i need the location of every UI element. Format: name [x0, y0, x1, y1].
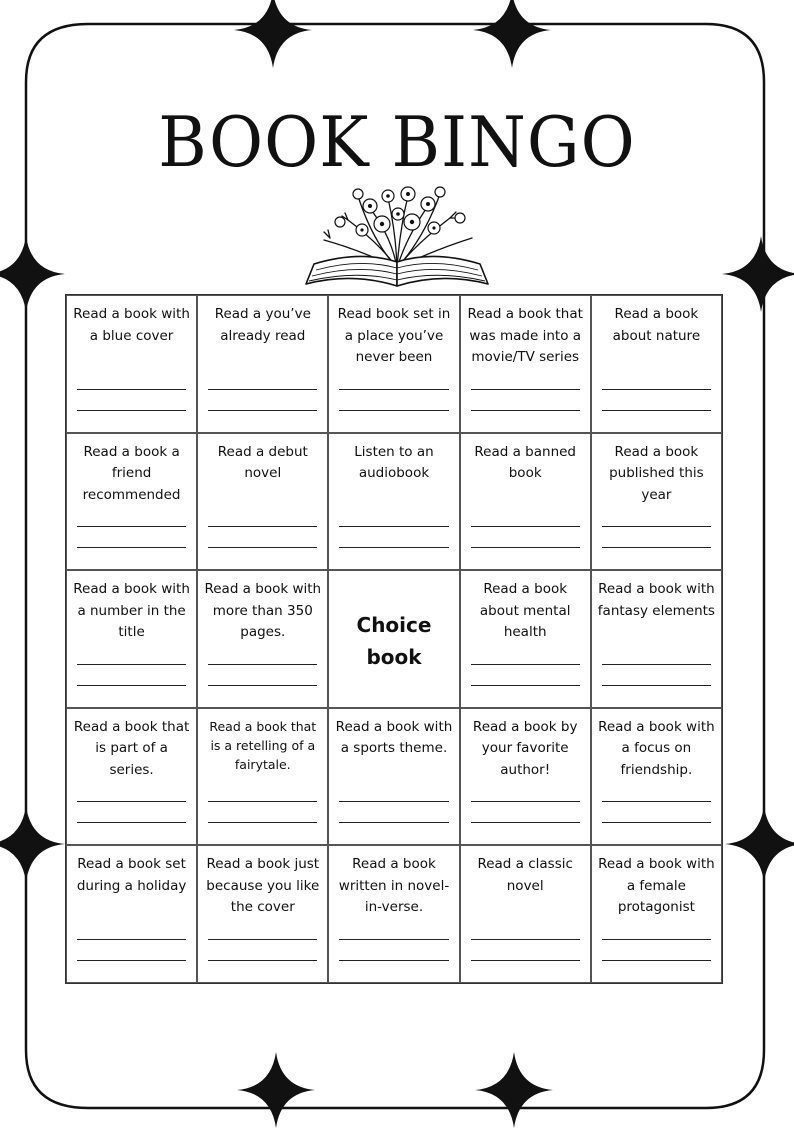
write-line[interactable]	[77, 939, 186, 940]
write-line[interactable]	[602, 410, 711, 411]
cell-prompt: Read a book with fantasy elements	[597, 581, 715, 619]
cell-prompt: Read a book that is a retelling of a fairytale.	[209, 718, 317, 772]
write-line[interactable]	[602, 547, 711, 548]
write-line[interactable]	[208, 664, 317, 665]
write-line[interactable]	[471, 526, 580, 527]
write-line[interactable]	[208, 801, 317, 802]
cell-prompt: Read a book that is part of a series.	[73, 718, 190, 778]
write-line[interactable]	[77, 664, 186, 665]
cell-prompt: Read a book by your favorite author!	[472, 718, 578, 778]
write-line[interactable]	[339, 547, 448, 548]
bingo-cell[interactable]	[328, 433, 459, 571]
write-line[interactable]	[602, 939, 711, 940]
write-line[interactable]	[471, 389, 580, 390]
write-line[interactable]	[602, 685, 711, 686]
write-line[interactable]	[602, 526, 711, 527]
write-line[interactable]	[471, 547, 580, 548]
write-line[interactable]	[471, 801, 580, 802]
write-line[interactable]	[208, 410, 317, 411]
bingo-cell[interactable]	[591, 433, 722, 571]
write-line[interactable]	[208, 822, 317, 823]
write-line[interactable]	[77, 526, 186, 527]
write-line[interactable]	[339, 410, 448, 411]
bingo-cell[interactable]	[591, 295, 722, 433]
cell-prompt: Read a book with a focus on friendship.	[598, 718, 715, 778]
write-line[interactable]	[602, 664, 711, 665]
bingo-cell[interactable]	[197, 433, 328, 571]
bingo-cell[interactable]	[591, 570, 722, 708]
bingo-cell[interactable]	[66, 433, 197, 571]
cell-prompt: Read a book a friend recommended	[82, 443, 181, 503]
bingo-cell[interactable]	[197, 295, 328, 433]
cell-prompt: Read book set in a place you’ve never been	[337, 306, 451, 365]
bingo-cell[interactable]	[460, 295, 591, 433]
bingo-cell[interactable]	[591, 708, 722, 846]
write-line[interactable]	[77, 389, 186, 390]
write-line[interactable]	[339, 822, 448, 823]
open-book-with-flowers-icon	[300, 178, 494, 292]
write-line[interactable]	[208, 526, 317, 527]
bingo-cell[interactable]	[66, 295, 197, 433]
write-line[interactable]	[339, 801, 448, 802]
cell-prompt: Read a banned book	[474, 443, 576, 482]
write-line[interactable]	[208, 685, 317, 686]
star-icon	[473, 0, 551, 68]
write-line[interactable]	[339, 526, 448, 527]
star-icon	[475, 1052, 553, 1128]
cell-prompt: Read a book about nature	[612, 306, 701, 344]
cell-prompt: Read a book with more than 350 pages.	[204, 581, 322, 641]
write-line[interactable]	[77, 801, 186, 802]
bingo-grid	[65, 294, 723, 984]
write-line[interactable]	[208, 960, 317, 961]
bingo-cell[interactable]	[328, 708, 459, 846]
bingo-cell[interactable]	[460, 708, 591, 846]
bingo-cell[interactable]	[66, 570, 197, 708]
write-line[interactable]	[208, 389, 317, 390]
bingo-cell[interactable]	[197, 570, 328, 708]
free-space-label: Choice book	[356, 613, 432, 670]
write-line[interactable]	[208, 939, 317, 940]
bingo-cell[interactable]	[197, 845, 328, 983]
write-line[interactable]	[471, 960, 580, 961]
star-icon	[234, 0, 312, 68]
write-line[interactable]	[602, 801, 711, 802]
write-line[interactable]	[339, 960, 448, 961]
bingo-cell[interactable]	[66, 708, 197, 846]
star-icon	[722, 236, 794, 312]
write-line[interactable]	[471, 664, 580, 665]
cell-prompt: Read a book set during a holiday	[76, 856, 187, 894]
bingo-cell[interactable]	[328, 845, 459, 983]
write-line[interactable]	[602, 960, 711, 961]
write-line[interactable]	[77, 960, 186, 961]
write-line[interactable]	[602, 822, 711, 823]
write-line[interactable]	[77, 547, 186, 548]
write-line[interactable]	[339, 939, 448, 940]
cell-prompt: Read a book with a sports theme.	[335, 718, 453, 757]
bingo-cell[interactable]	[460, 845, 591, 983]
write-line[interactable]	[471, 410, 580, 411]
star-icon	[237, 1052, 315, 1128]
cell-prompt: Read a book published this year	[609, 443, 704, 503]
bingo-cell[interactable]	[460, 570, 591, 708]
cell-prompt: Read a book about mental health	[479, 581, 571, 641]
write-line[interactable]	[602, 389, 711, 390]
cell-prompt: Read a book written in novel-in-verse.	[338, 856, 450, 916]
write-line[interactable]	[208, 547, 317, 548]
write-line[interactable]	[339, 389, 448, 390]
bingo-cell[interactable]	[591, 845, 722, 983]
cell-prompt: Read a book with a number in the title	[73, 581, 190, 641]
star-icon	[0, 806, 65, 882]
write-line[interactable]	[77, 685, 186, 686]
cell-prompt: Read a debut novel	[217, 443, 308, 482]
bingo-cell[interactable]	[66, 845, 197, 983]
write-line[interactable]	[77, 822, 186, 823]
write-line[interactable]	[471, 822, 580, 823]
cell-prompt: Read a you’ve already read	[214, 306, 311, 344]
bingo-cell[interactable]	[328, 295, 459, 433]
cell-prompt: Read a book that was made into a movie/TV series	[467, 306, 583, 365]
write-line[interactable]	[77, 410, 186, 411]
page-title: BOOK BINGO	[158, 102, 636, 183]
cell-prompt: Read a classic novel	[477, 856, 573, 894]
cell-prompt: Read a book with a female protagonist	[598, 856, 715, 916]
cell-prompt: Read a book just because you like the cover	[206, 856, 320, 916]
bingo-cell[interactable]	[197, 708, 328, 846]
write-line[interactable]	[471, 685, 580, 686]
star-icon	[0, 236, 65, 312]
write-line[interactable]	[471, 939, 580, 940]
star-icon	[725, 806, 794, 882]
cell-prompt: Listen to an audiobook	[354, 443, 434, 482]
cell-prompt: Read a book with a blue cover	[73, 306, 190, 344]
bingo-cell[interactable]	[460, 433, 591, 571]
free-space-cell[interactable]	[328, 570, 459, 708]
